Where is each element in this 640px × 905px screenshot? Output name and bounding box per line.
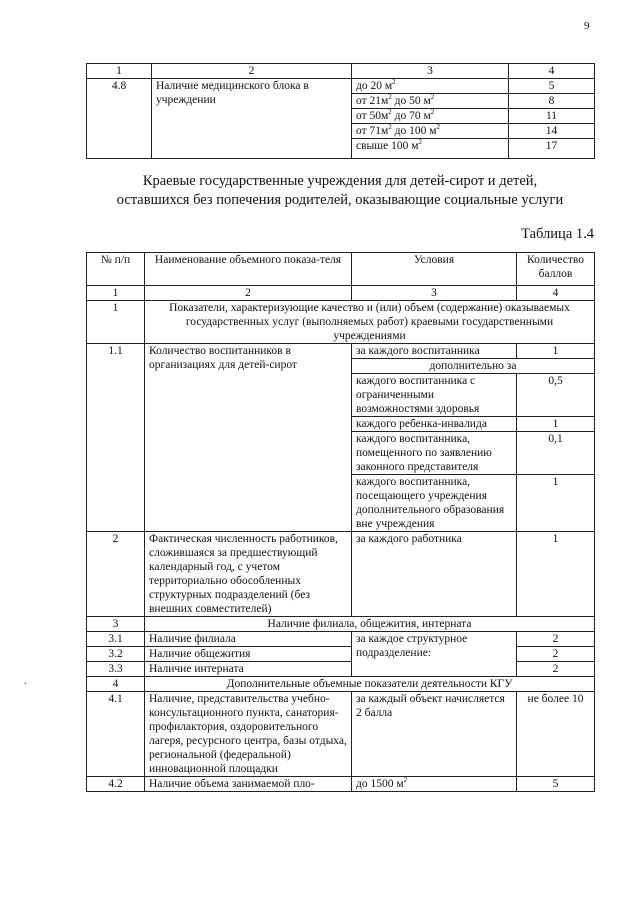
section-title: Наличие филиала, общежития, интерната	[145, 617, 595, 632]
row-name: Наличие объема занимаемой пло-	[145, 777, 352, 792]
condition-cell: за каждого воспитанника	[352, 344, 517, 359]
condition-cell: свыше 100 $м^2$	[352, 139, 509, 159]
score-cell: 1	[517, 344, 595, 359]
section-row	[87, 677, 595, 692]
row-name: Наличие, представительства учебно-консультационного пункта, санатория-профилактория, оздоровительного лагеря, ресурсного центра, базы отдыха, региональной (федеральной) инновационной площадки	[145, 692, 352, 777]
condition-cell: каждого воспитанника, помещенного по заявлению законного представителя	[352, 432, 517, 475]
score-cell: 5	[509, 79, 595, 94]
section-title: Дополнительные объемные показатели деятельности КГУ	[145, 677, 595, 692]
table-row	[87, 79, 595, 94]
score-cell: 5	[517, 777, 595, 792]
row-number: 4.8	[87, 79, 152, 159]
score-cell: 1	[517, 532, 595, 617]
header-points: Количество баллов	[517, 253, 595, 286]
heading-line-1: Краевые государственные учреждения для детей-сирот и детей,	[142, 173, 538, 189]
header-conditions: Условия	[352, 253, 517, 286]
row-number: 3.1	[87, 632, 145, 647]
condition-cell: за каждый объект начисляется 2 балла	[352, 692, 517, 777]
row-name: Наличие интерната	[145, 662, 352, 677]
col-number-4: 4	[509, 64, 595, 79]
condition-cell: от $50м^2$ до 70 $м^2$	[352, 109, 509, 124]
section-number: 4	[87, 677, 145, 692]
previous-table	[86, 63, 595, 159]
row-name: Количество воспитанников в организациях для детей-сирот	[145, 344, 352, 532]
condition-cell: до 20 $м^2$	[352, 79, 509, 94]
condition-cell: каждого воспитанника, посещающего учреждения дополнительного образования вне учреждения	[352, 475, 517, 532]
row-name: Фактическая численность работников, сложившаяся за предшествующий календарный год, с учетом территориально обособленных структурных подразделений (без внешних совместителей)	[145, 532, 352, 617]
row-name: Наличие медицинского блока в учреждении	[152, 79, 352, 159]
condition-cell: каждого воспитанника с ограниченными возможностями здоровья	[352, 374, 517, 417]
row-name: Наличие общежития	[145, 647, 352, 662]
stray-mark: .	[24, 676, 27, 687]
table-row	[87, 692, 595, 777]
score-cell: 2	[517, 632, 595, 647]
table-row	[87, 777, 595, 792]
column-number-row	[87, 286, 595, 301]
row-number: 4.1	[87, 692, 145, 777]
section-heading	[86, 172, 594, 210]
table-row	[87, 632, 595, 647]
row-number: 1.1	[87, 344, 145, 532]
heading-line-2: оставшихся без попечения родителей, оказывающие социальные услуги	[116, 192, 564, 208]
table-row	[87, 662, 595, 677]
col-number-3: 3	[352, 64, 509, 79]
header-indicator: Наименование объемного показа-теля	[145, 253, 352, 286]
condition-cell: за каждое структурное подразделение:	[352, 632, 517, 677]
score-cell: 0,5	[517, 374, 595, 417]
score-cell: 1	[517, 417, 595, 432]
table-row	[87, 344, 595, 359]
section-number: 1	[87, 301, 145, 344]
condition-cell: каждого ребенка-инвалида	[352, 417, 517, 432]
condition-cell: от $21м^2$ до 50 $м^2$	[352, 94, 509, 109]
row-name: Наличие филиала	[145, 632, 352, 647]
table-header-row	[87, 64, 595, 79]
score-cell: 1	[517, 475, 595, 532]
condition-cell: до 1500 $м^2$	[352, 777, 517, 792]
score-cell: 2	[517, 662, 595, 677]
condition-cell: от $71м^2$ до 100 $м^2$	[352, 124, 509, 139]
score-cell: 11	[509, 109, 595, 124]
section-row	[87, 301, 595, 344]
score-cell: не более 10	[517, 692, 595, 777]
col-number-1: 1	[87, 286, 145, 301]
section-title: Показатели, характеризующие качество и (или) объем (содержание) оказываемых государственных услуг (выполняемых работ) краевыми государственными учреждениями	[145, 301, 595, 344]
col-number-3: 3	[352, 286, 517, 301]
table-row	[87, 532, 595, 617]
score-cell: 17	[509, 139, 595, 159]
score-cell: 8	[509, 94, 595, 109]
table-caption: Таблица 1.4	[521, 226, 594, 242]
header-number: № п/п	[87, 253, 145, 286]
table-row	[87, 647, 595, 662]
row-number: 2	[87, 532, 145, 617]
score-cell: 2	[517, 647, 595, 662]
section-row	[87, 617, 595, 632]
col-number-2: 2	[145, 286, 352, 301]
score-cell: 14	[509, 124, 595, 139]
col-number-2: 2	[152, 64, 352, 79]
col-number-1: 1	[87, 64, 152, 79]
row-number: 3.3	[87, 662, 145, 677]
section-number: 3	[87, 617, 145, 632]
row-number: 3.2	[87, 647, 145, 662]
row-number: 4.2	[87, 777, 145, 792]
additional-label: дополнительно за	[352, 359, 595, 374]
column-header-row	[87, 253, 595, 286]
col-number-4: 4	[517, 286, 595, 301]
table-1-4	[86, 252, 595, 792]
score-cell: 0,1	[517, 432, 595, 475]
page-number: 9	[584, 20, 590, 32]
condition-cell: за каждого работника	[352, 532, 517, 617]
